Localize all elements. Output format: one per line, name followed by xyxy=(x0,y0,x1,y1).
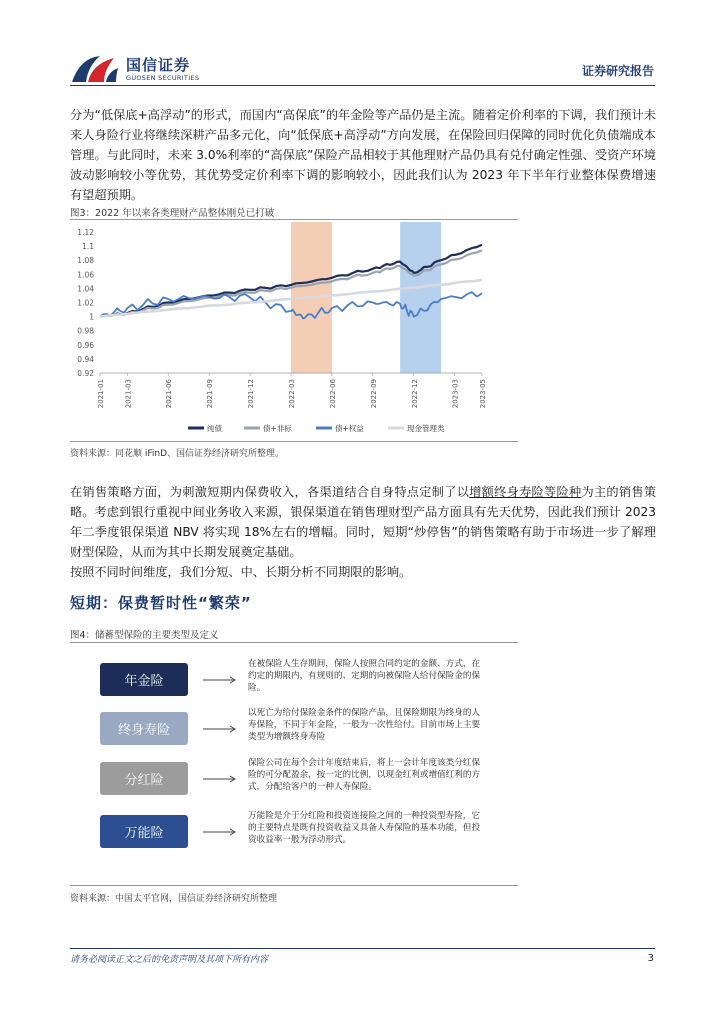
insurance-type-box-3: 分红险 xyxy=(100,762,188,795)
underlined-phrase: 增额终身寿险等险种 xyxy=(469,485,582,499)
shaded-range-2 xyxy=(400,222,441,373)
legend-label-3: 债+权益 xyxy=(335,424,364,433)
y-tick-label: 0.98 xyxy=(77,326,94,336)
body-paragraph-3: 按照不同时间维度，我们分短、中、长期分析不同期限的影响。 xyxy=(70,565,412,579)
legend-label-1: 纯债 xyxy=(207,424,222,433)
y-tick-label: 1.04 xyxy=(77,284,94,294)
x-tick-label: 2022-06 xyxy=(328,379,337,409)
y-tick-label: 1.12 xyxy=(77,228,94,237)
figure-3-source: 资料来源：同花顺 iFinD、国信证券经济研究所整理。 xyxy=(70,449,285,459)
y-tick-label: 0.92 xyxy=(77,369,94,378)
figure-3-title: 图3：2022 年以来各类理财产品整体刚兑已打破 xyxy=(70,208,275,219)
insurance-type-box-2: 终身寿险 xyxy=(100,712,188,745)
logo-text-cn: 国信证券 xyxy=(126,56,191,74)
body-paragraph-1: 分为“低保底+高浮动”的形式，而国内“高保底”的年金险等产品仍是主流。随着定价利率的下调，我们预计未来人身险行业将继续深耕产品多元化，向“低保底+高浮动”方向发展，在保险回归保障的同时优化负债端成本管理。与此同时，未来 3.0%利率的“高保底”保险产品相较于其他理财产品仍具有兑付确定性强、受资产环境波动影响较小等优势，其优势受定价利率下调的影响较小，因此我们认为 2023 年下半年行业整体保费增速有望超预期。 xyxy=(70,108,656,202)
page-header xyxy=(0,0,724,90)
x-tick-label: 2021-06 xyxy=(165,379,174,409)
arrow-right-icon xyxy=(203,675,237,685)
figure-4-top-rule xyxy=(70,642,518,643)
y-tick-label: 0.94 xyxy=(77,354,94,364)
figure-4-source: 资料来源：中国太平官网，国信证券经济研究所整理 xyxy=(70,894,278,904)
insurance-type-box-4: 万能险 xyxy=(100,815,188,848)
y-tick-label: 1.08 xyxy=(77,256,94,266)
y-tick-label: 1.1 xyxy=(82,242,94,252)
figure-3-line-chart xyxy=(70,220,518,440)
insurance-type-definition-3: 保险公司在每个会计年度结束后，将上一会计年度该类分红保险的可分配盈余，按一定的比例，以现金红利或增值红利的方式，分配给客户的一种人寿保险。 xyxy=(248,758,481,792)
figure-4-bottom-rule xyxy=(70,885,518,886)
x-tick-label: 2022-03 xyxy=(288,379,296,409)
arrow-right-icon xyxy=(203,774,237,784)
y-tick-label: 1.06 xyxy=(77,270,94,280)
x-tick-label: 2023-03 xyxy=(451,379,460,409)
legend-label-4: 现金管理类 xyxy=(407,424,445,433)
body-paragraph-2: 在销售策略方面，为刺激短期内保费收入，各渠道结合自身特点定制了以增额终身寿险等险种为主的销售策略。考虑到银行重视中间业务收入来源，银保渠道在销售理财型产品方面具有先天优势，因此我们预计 2023 年二季度银保渠道 NBV 将实现 18%左右的增幅。同时，短期“炒停售”的销售策略有助于市场进一步了解理财型保险，从而为其中长期发展奠定基础。 xyxy=(70,485,657,559)
x-tick-label: 2021-01 xyxy=(97,379,105,409)
section-heading: 短期：保费暂时性“繁荣” xyxy=(70,594,252,612)
x-tick-label: 2021-12 xyxy=(247,379,256,409)
x-tick-label: 2022-12 xyxy=(410,379,419,409)
x-tick-label: 2021-03 xyxy=(124,379,133,409)
figure-3-bottom-rule xyxy=(70,441,518,442)
page-number: 3 xyxy=(647,953,654,964)
figure-4-title: 图4：储蓄型保险的主要类型及定义 xyxy=(70,630,219,641)
insurance-type-definition-2: 以死亡为给付保险金条件的保险产品，且保险期限为终身的人寿保险，不同于年金险，一般为一次性给付。目前市场上主要类型为增额终身寿险 xyxy=(248,708,481,742)
y-tick-label: 1.02 xyxy=(77,298,94,308)
x-tick-label: 2022-09 xyxy=(369,379,378,409)
insurance-type-definition-1: 在被保险人生存期间，保险人按照合同约定的金额、方式，在约定的期限内，有规则的、定期的向被保险人给付保险金的保险。 xyxy=(248,659,481,693)
insurance-type-box-1: 年金险 xyxy=(100,663,188,696)
x-tick-label: 2021-09 xyxy=(206,379,215,409)
arrow-right-icon xyxy=(203,724,237,734)
x-tick-label: 2023-05 xyxy=(479,379,487,409)
y-tick-label: 0.96 xyxy=(77,340,94,350)
insurance-type-definition-4: 万能险是介于分红险和投资连接险之间的一种投资型寿险，它的主要特点是既有投资收益又具备人寿保险的基本功能，但投资收益率一般为浮动形式。 xyxy=(248,811,481,845)
footer-divider xyxy=(70,948,655,949)
arrow-right-icon xyxy=(203,827,237,837)
guosen-logo-icon xyxy=(70,52,120,86)
footer-disclaimer: 请务必阅读正文之后的免责声明及其项下所有内容 xyxy=(70,955,269,965)
legend-label-2: 债+非标 xyxy=(263,424,292,433)
header-divider xyxy=(70,85,655,86)
report-type-label: 证券研究报告 xyxy=(581,64,654,78)
company-logo xyxy=(70,52,200,88)
y-tick-label: 1 xyxy=(89,312,94,322)
logo-text-en: GUOSEN SECURITIES xyxy=(126,74,200,82)
